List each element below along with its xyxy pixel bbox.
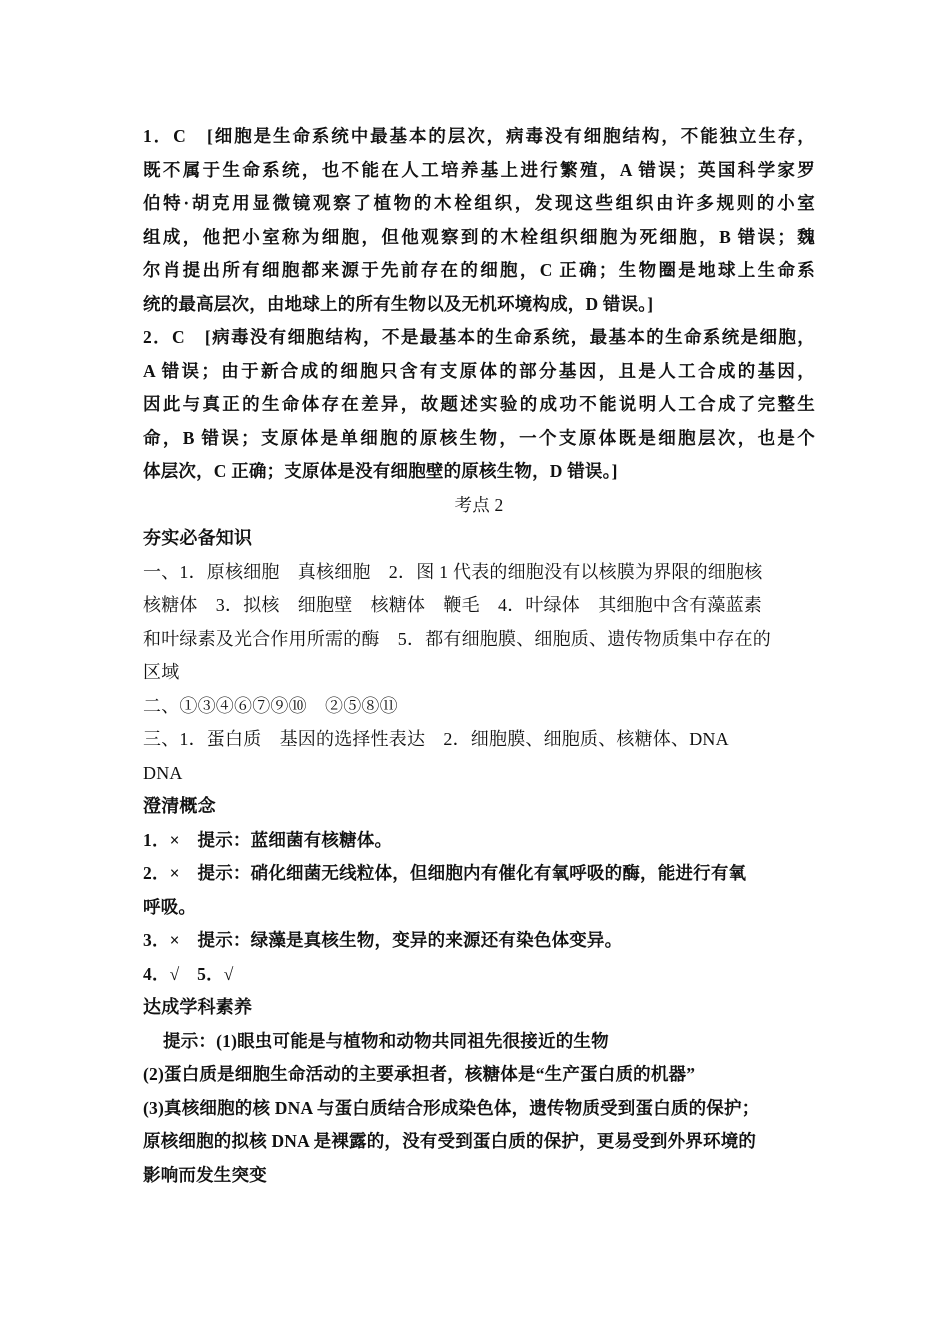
concepts-line: 3．× 提示：绿藻是真核生物，变异的来源还有染色体变异。 bbox=[143, 930, 623, 950]
literacy-line: (3)真核细胞的核 DNA 与蛋白质结合形成染色体，遗传物质受到蛋白质的保护； bbox=[143, 1097, 760, 1118]
knowledge-line: 一、1．原核细胞 真核细胞 2．图 1 代表的细胞没有以核膜为界限的细胞核 bbox=[143, 561, 763, 582]
literacy-line: 影响而发生突变 bbox=[143, 1164, 267, 1185]
knowledge-line: 核糖体 3．拟核 细胞壁 核糖体 鞭毛 4．叶绿体 其细胞中含有藻蓝素 bbox=[143, 595, 762, 615]
literacy-section bbox=[143, 991, 815, 1192]
answer-1 bbox=[143, 120, 815, 321]
concepts-line: 4．√ 5．√ bbox=[143, 963, 234, 984]
concepts-heading: 澄清概念 bbox=[143, 796, 216, 816]
answer-1-line: 组成，他把小室称为细胞，但他观察到的木栓组织细胞为死细胞，B 错误；魏 bbox=[143, 226, 815, 247]
answer-2-line: 体层次，C 正确；支原体是没有细胞壁的原核生物，D 错误。] bbox=[143, 461, 618, 481]
section-title: 考点 2 bbox=[454, 494, 504, 515]
knowledge-line: 三、1．蛋白质 基因的选择性表达 2．细胞膜、细胞质、核糖体、DNA bbox=[143, 729, 729, 749]
answer-2 bbox=[143, 321, 815, 489]
concepts-section bbox=[143, 790, 815, 991]
answer-2-line: 命，B 错误；支原体是单细胞的原核生物，一个支原体既是细胞层次，也是个 bbox=[143, 427, 815, 448]
concepts-line: 1．× 提示：蓝细菌有核糖体。 bbox=[143, 829, 393, 850]
literacy-heading: 达成学科素养 bbox=[143, 997, 253, 1017]
knowledge-heading: 夯实必备知识 bbox=[143, 528, 253, 548]
answer-1-line: 尔肖提出所有细胞都来源于先前存在的细胞，C 正确；生物圈是地球上生命系 bbox=[143, 260, 815, 280]
literacy-line: (2)蛋白质是细胞生命活动的主要承担者，核糖体是“生产蛋白质的机器” bbox=[143, 1064, 696, 1084]
answer-1-line: 1．C [细胞是生命系统中最基本的层次，病毒没有细胞结构，不能独立生存， bbox=[143, 126, 815, 146]
knowledge-line: 二、①③④⑥⑦⑨⑩ ②⑤⑧⑪ bbox=[143, 695, 398, 716]
concepts-line: 呼吸。 bbox=[143, 896, 197, 917]
answer-2-line: 2．C [病毒没有细胞结构，不是最基本的生命系统，最基本的生命系统是细胞， bbox=[143, 327, 815, 347]
answer-2-line: 因此与真正的生命体存在差异，故题述实验的成功不能说明人工合成了完整生 bbox=[143, 394, 815, 414]
literacy-line: 提示：(1)眼虫可能是与植物和动物共同祖先很接近的生物 bbox=[163, 1030, 609, 1051]
answer-1-line: 既不属于生命系统，也不能在人工培养基上进行繁殖，A 错误；英国科学家罗 bbox=[143, 159, 815, 180]
literacy-line: 原核细胞的拟核 DNA 是裸露的，没有受到蛋白质的保护，更易受到外界环境的 bbox=[143, 1131, 757, 1151]
knowledge-section bbox=[143, 522, 815, 790]
knowledge-line: 和叶绿素及光合作用所需的酶 5．都有细胞膜、细胞质、遗传物质集中存在的 bbox=[143, 628, 771, 649]
knowledge-line: DNA bbox=[143, 762, 183, 783]
concepts-line: 2．× 提示：硝化细菌无线粒体，但细胞内有催化有氧呼吸的酶，能进行有氧 bbox=[143, 863, 747, 883]
knowledge-line: 区域 bbox=[143, 662, 180, 682]
answer-1-line: 统的最高层次，由地球上的所有生物以及无机环境构成，D 错误。] bbox=[143, 293, 654, 314]
answer-1-line: 伯特·胡克用显微镜观察了植物的木栓组织，发现这些组织由许多规则的小室 bbox=[143, 193, 815, 213]
document-content bbox=[143, 120, 815, 1192]
answer-2-line: A 错误；由于新合成的细胞只含有支原体的部分基因，且是人工合成的基因， bbox=[143, 360, 815, 381]
